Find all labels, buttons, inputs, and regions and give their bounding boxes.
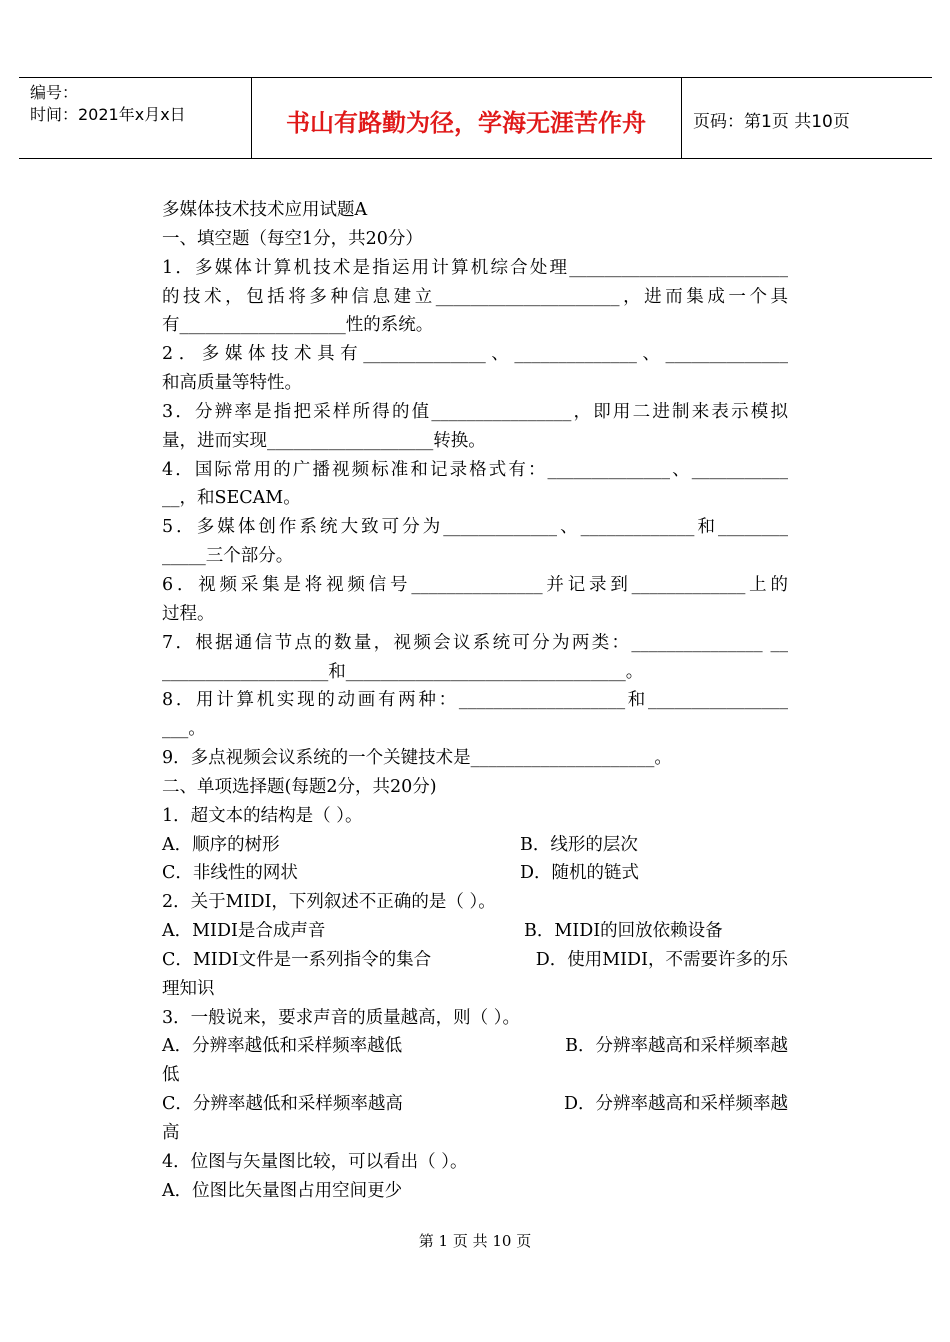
- header-meta: [30, 82, 186, 126]
- question-9-line-1: 9．多点视频会议系统的一个关键技术是_____________________。: [162, 748, 672, 769]
- question-1-line-1: 1．多媒体计算机技术是指运用计算机综合处理_________________________: [162, 257, 788, 278]
- choice-3-question: 3．一般说来，要求声音的质量越高，则（ ）。: [162, 1007, 520, 1028]
- header-motto: 书山有路勤为径，学海无涯苦作舟: [286, 109, 646, 137]
- choice-3-option-a: A．分辨率越低和采样频率越低: [162, 1036, 403, 1057]
- choice-3-options-cd: [162, 1090, 788, 1119]
- time-label: 时间：2021年x月x日: [30, 105, 186, 124]
- question-4-line-1: 4．国际常用的广播视频标准和记录格式有：______________、___________: [162, 459, 788, 480]
- doc-title: 多媒体技术技术应用试题A: [162, 200, 368, 220]
- choice-1-option-d: D．随机的链式: [520, 863, 640, 884]
- question-8-line-2: ___。: [162, 719, 206, 740]
- question-7-line-1: 7．根据通信节点的数量，视频会议系统可分为两类：_______________ __: [162, 632, 788, 653]
- document-body: [162, 196, 788, 1206]
- question-1-line-3: 有___________________性的系统。: [162, 315, 434, 336]
- section-heading-choice: 二、单项选择题(每题2分，共20分): [162, 776, 437, 797]
- question-3-line-1: 3．分辨率是指把采样所得的值________________，即用二进制来表示模拟: [162, 401, 788, 422]
- choice-1-option-c: C．非线性的网状: [162, 863, 298, 884]
- question-8-line-1: 8．用计算机实现的动画有两种：___________________和________________: [162, 690, 788, 711]
- section-heading-fill-in: 一、填空题（每空1分，共20分）: [162, 228, 423, 249]
- choice-1-options-cd: [162, 859, 788, 888]
- choice-1-option-a: A．顺序的树形: [162, 834, 280, 855]
- choice-2-option-d: D．使用MIDI，不需要许多的乐: [535, 949, 788, 970]
- choice-4-question: 4．位图与矢量图比较，可以看出（ ）。: [162, 1151, 468, 1172]
- question-3-line-2: 量，进而实现___________________转换。: [162, 430, 486, 451]
- question-5-line-2: _____三个部分。: [162, 546, 294, 567]
- choice-2-option-d-continued: 理知识: [162, 978, 215, 999]
- choice-1-option-b: B．线形的层次: [520, 834, 638, 855]
- number-label: 编号：: [30, 83, 79, 102]
- choice-3-option-b-continued: 低: [162, 1065, 180, 1086]
- choice-4-option-a: A．位图比矢量图占用空间更少: [162, 1180, 403, 1201]
- choice-3-options-ab: [162, 1032, 788, 1061]
- choice-2-option-c: C．MIDI文件是一系列指令的集合: [162, 949, 432, 970]
- question-7-line-2: ___________________和________________________________。: [162, 661, 644, 682]
- choice-2-options-cd: [162, 946, 788, 975]
- question-2-line-2: 和高质量等特性。: [162, 373, 302, 394]
- page-footer: 第 1 页 共 10 页: [418, 1232, 532, 1250]
- choice-2-options-ab: [162, 917, 788, 946]
- choice-1-question: 1．超文本的结构是（ ）。: [162, 805, 363, 826]
- choice-3-option-d-continued: 高: [162, 1123, 180, 1143]
- question-5-line-1: 5．多媒体创作系统大致可分为_____________、_____________和________: [162, 517, 788, 538]
- header-page-info: 页码：第1页 共10页: [693, 112, 850, 132]
- page-header: [19, 77, 932, 159]
- choice-2-question: 2．关于MIDI，下列叙述不正确的是（ ）。: [162, 892, 496, 913]
- choice-1-options-ab: [162, 831, 788, 860]
- question-6-line-2: 过程。: [162, 603, 215, 624]
- choice-3-option-d: D．分辨率越高和采样频率越: [563, 1094, 788, 1115]
- choice-3-option-b: B．分辨率越高和采样频率越: [565, 1036, 788, 1057]
- question-4-line-2: __，和SECAM。: [162, 488, 301, 509]
- question-2-line-1: 2．多媒体技术具有______________、______________、______________: [162, 344, 788, 365]
- question-6-line-1: 6．视频采集是将视频信号_______________并记录到_____________上的: [162, 574, 788, 595]
- header-divider: [681, 78, 682, 158]
- choice-2-option-b: B．MIDI的回放依赖设备: [524, 921, 723, 942]
- choice-2-option-a: A．MIDI是合成声音: [162, 921, 326, 942]
- choice-3-option-c: C．分辨率越低和采样频率越高: [162, 1094, 403, 1115]
- question-1-line-2: 的技术，包括将多种信息建立_____________________，进而集成一个具: [162, 286, 788, 307]
